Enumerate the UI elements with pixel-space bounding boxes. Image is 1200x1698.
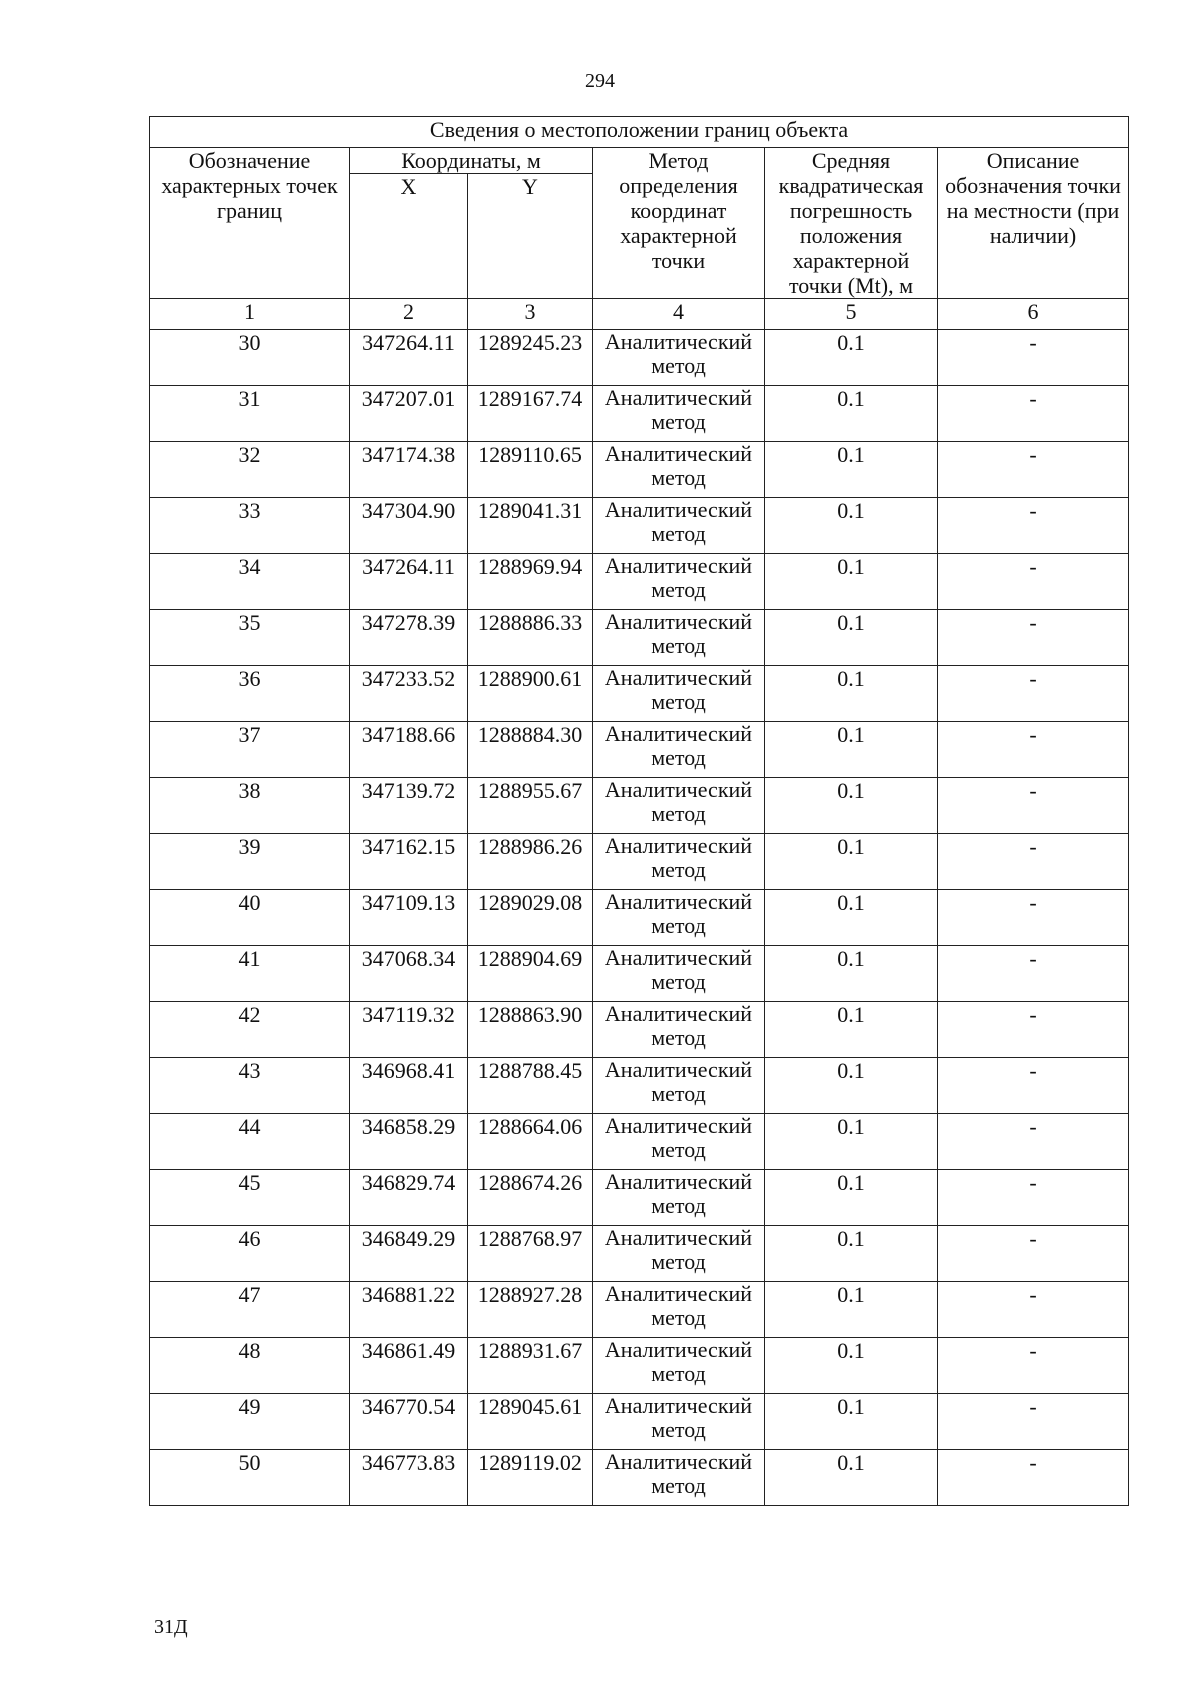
cell-x: 347068.34: [350, 946, 468, 1002]
cell-error: 0.1: [765, 722, 938, 778]
cell-error: 0.1: [765, 1002, 938, 1058]
table-row: [150, 1394, 1129, 1450]
header-error: Средняя квадратическая погрешность положения характерной точки (Mt), м: [765, 148, 938, 299]
cell-y: 1288664.06: [468, 1114, 593, 1170]
cell-x: 347264.11: [350, 330, 468, 386]
cell-error: 0.1: [765, 834, 938, 890]
cell-description: -: [938, 722, 1129, 778]
cell-x: 347174.38: [350, 442, 468, 498]
cell-error: 0.1: [765, 330, 938, 386]
column-number: 1: [150, 299, 350, 330]
cell-point: 48: [150, 1338, 350, 1394]
cell-method: Аналитический метод: [593, 1058, 765, 1114]
table-row: [150, 890, 1129, 946]
cell-point: 40: [150, 890, 350, 946]
cell-error: 0.1: [765, 386, 938, 442]
cell-x: 347188.66: [350, 722, 468, 778]
cell-method: Аналитический метод: [593, 1170, 765, 1226]
cell-error: 0.1: [765, 666, 938, 722]
cell-error: 0.1: [765, 1114, 938, 1170]
cell-x: 347119.32: [350, 1002, 468, 1058]
table-row: [150, 1170, 1129, 1226]
cell-y: 1288884.30: [468, 722, 593, 778]
cell-point: 43: [150, 1058, 350, 1114]
table-row: [150, 1450, 1129, 1506]
cell-method: Аналитический метод: [593, 890, 765, 946]
cell-y: 1289041.31: [468, 498, 593, 554]
column-number: 3: [468, 299, 593, 330]
cell-description: -: [938, 1338, 1129, 1394]
cell-description: -: [938, 1226, 1129, 1282]
cell-y: 1288863.90: [468, 1002, 593, 1058]
cell-y: 1288986.26: [468, 834, 593, 890]
cell-x: 346861.49: [350, 1338, 468, 1394]
cell-description: -: [938, 1114, 1129, 1170]
cell-error: 0.1: [765, 1226, 938, 1282]
cell-y: 1289045.61: [468, 1394, 593, 1450]
cell-error: 0.1: [765, 890, 938, 946]
cell-y: 1288674.26: [468, 1170, 593, 1226]
table-row: [150, 1114, 1129, 1170]
table-row: [150, 554, 1129, 610]
cell-y: 1288904.69: [468, 946, 593, 1002]
cell-x: 346858.29: [350, 1114, 468, 1170]
cell-x: 347304.90: [350, 498, 468, 554]
cell-method: Аналитический метод: [593, 386, 765, 442]
cell-x: 347233.52: [350, 666, 468, 722]
header-coords: Координаты, м: [350, 148, 593, 174]
document-code: 31Д: [154, 1616, 188, 1638]
cell-x: 346829.74: [350, 1170, 468, 1226]
cell-x: 347207.01: [350, 386, 468, 442]
cell-description: -: [938, 1058, 1129, 1114]
cell-method: Аналитический метод: [593, 778, 765, 834]
header-description: Описание обозначения точки на местности (при наличии): [938, 148, 1129, 299]
cell-error: 0.1: [765, 1282, 938, 1338]
cell-method: Аналитический метод: [593, 1114, 765, 1170]
cell-description: -: [938, 778, 1129, 834]
table-row: [150, 442, 1129, 498]
table-row: [150, 778, 1129, 834]
coordinates-table: [149, 116, 1129, 1506]
cell-x: 347278.39: [350, 610, 468, 666]
cell-method: Аналитический метод: [593, 722, 765, 778]
cell-point: 50: [150, 1450, 350, 1506]
cell-description: -: [938, 1282, 1129, 1338]
cell-x: 346881.22: [350, 1282, 468, 1338]
cell-method: Аналитический метод: [593, 1338, 765, 1394]
cell-y: 1288969.94: [468, 554, 593, 610]
cell-x: 347109.13: [350, 890, 468, 946]
table-row: [150, 498, 1129, 554]
cell-method: Аналитический метод: [593, 834, 765, 890]
cell-description: -: [938, 330, 1129, 386]
cell-error: 0.1: [765, 1450, 938, 1506]
cell-method: Аналитический метод: [593, 330, 765, 386]
cell-point: 33: [150, 498, 350, 554]
cell-point: 42: [150, 1002, 350, 1058]
column-number: 5: [765, 299, 938, 330]
table-row: [150, 610, 1129, 666]
cell-y: 1288927.28: [468, 1282, 593, 1338]
cell-method: Аналитический метод: [593, 1282, 765, 1338]
column-number: 6: [938, 299, 1129, 330]
cell-method: Аналитический метод: [593, 666, 765, 722]
cell-method: Аналитический метод: [593, 1002, 765, 1058]
cell-description: -: [938, 946, 1129, 1002]
cell-description: -: [938, 1450, 1129, 1506]
page-number: 294: [585, 70, 615, 92]
column-number: 4: [593, 299, 765, 330]
cell-error: 0.1: [765, 498, 938, 554]
cell-description: -: [938, 1170, 1129, 1226]
cell-point: 39: [150, 834, 350, 890]
cell-point: 46: [150, 1226, 350, 1282]
cell-description: -: [938, 386, 1129, 442]
cell-error: 0.1: [765, 778, 938, 834]
cell-description: -: [938, 666, 1129, 722]
cell-y: 1288900.61: [468, 666, 593, 722]
table-row: [150, 1282, 1129, 1338]
cell-point: 44: [150, 1114, 350, 1170]
header-y: Y: [468, 174, 593, 299]
cell-method: Аналитический метод: [593, 1394, 765, 1450]
cell-error: 0.1: [765, 610, 938, 666]
cell-x: 346849.29: [350, 1226, 468, 1282]
header-method: Метод определения координат характерной точки: [593, 148, 765, 299]
header-point: Обозначение характерных точек границ: [150, 148, 350, 299]
column-number: 2: [350, 299, 468, 330]
table-row: [150, 946, 1129, 1002]
cell-method: Аналитический метод: [593, 1450, 765, 1506]
header-x: X: [350, 174, 468, 299]
cell-x: 346968.41: [350, 1058, 468, 1114]
table-row: [150, 1226, 1129, 1282]
table-body: [150, 330, 1129, 1506]
cell-method: Аналитический метод: [593, 946, 765, 1002]
cell-description: -: [938, 834, 1129, 890]
table-row: [150, 1058, 1129, 1114]
cell-y: 1289245.23: [468, 330, 593, 386]
cell-method: Аналитический метод: [593, 442, 765, 498]
cell-description: -: [938, 498, 1129, 554]
cell-y: 1289167.74: [468, 386, 593, 442]
cell-y: 1289119.02: [468, 1450, 593, 1506]
cell-method: Аналитический метод: [593, 554, 765, 610]
table-caption: Сведения о местоположении границ объекта: [150, 117, 1129, 148]
cell-description: -: [938, 890, 1129, 946]
cell-x: 346770.54: [350, 1394, 468, 1450]
cell-y: 1288931.67: [468, 1338, 593, 1394]
table-row: [150, 834, 1129, 890]
cell-point: 30: [150, 330, 350, 386]
table-row: [150, 1338, 1129, 1394]
cell-point: 35: [150, 610, 350, 666]
table-row: [150, 666, 1129, 722]
cell-description: -: [938, 442, 1129, 498]
cell-x: 347264.11: [350, 554, 468, 610]
cell-point: 32: [150, 442, 350, 498]
cell-point: 37: [150, 722, 350, 778]
cell-error: 0.1: [765, 1170, 938, 1226]
cell-y: 1288768.97: [468, 1226, 593, 1282]
cell-y: 1288886.33: [468, 610, 593, 666]
cell-point: 47: [150, 1282, 350, 1338]
cell-error: 0.1: [765, 442, 938, 498]
cell-point: 45: [150, 1170, 350, 1226]
cell-y: 1289029.08: [468, 890, 593, 946]
table-row: [150, 386, 1129, 442]
cell-y: 1288955.67: [468, 778, 593, 834]
cell-y: 1288788.45: [468, 1058, 593, 1114]
table-row: [150, 722, 1129, 778]
cell-description: -: [938, 610, 1129, 666]
cell-point: 49: [150, 1394, 350, 1450]
cell-point: 41: [150, 946, 350, 1002]
cell-point: 34: [150, 554, 350, 610]
cell-x: 347162.15: [350, 834, 468, 890]
cell-method: Аналитический метод: [593, 1226, 765, 1282]
cell-error: 0.1: [765, 1338, 938, 1394]
cell-error: 0.1: [765, 1394, 938, 1450]
table-row: [150, 1002, 1129, 1058]
cell-description: -: [938, 554, 1129, 610]
cell-point: 36: [150, 666, 350, 722]
cell-error: 0.1: [765, 554, 938, 610]
cell-description: -: [938, 1002, 1129, 1058]
cell-description: -: [938, 1394, 1129, 1450]
cell-error: 0.1: [765, 946, 938, 1002]
cell-x: 346773.83: [350, 1450, 468, 1506]
cell-method: Аналитический метод: [593, 498, 765, 554]
table-row: [150, 330, 1129, 386]
cell-error: 0.1: [765, 1058, 938, 1114]
cell-point: 38: [150, 778, 350, 834]
cell-x: 347139.72: [350, 778, 468, 834]
cell-y: 1289110.65: [468, 442, 593, 498]
cell-point: 31: [150, 386, 350, 442]
cell-method: Аналитический метод: [593, 610, 765, 666]
